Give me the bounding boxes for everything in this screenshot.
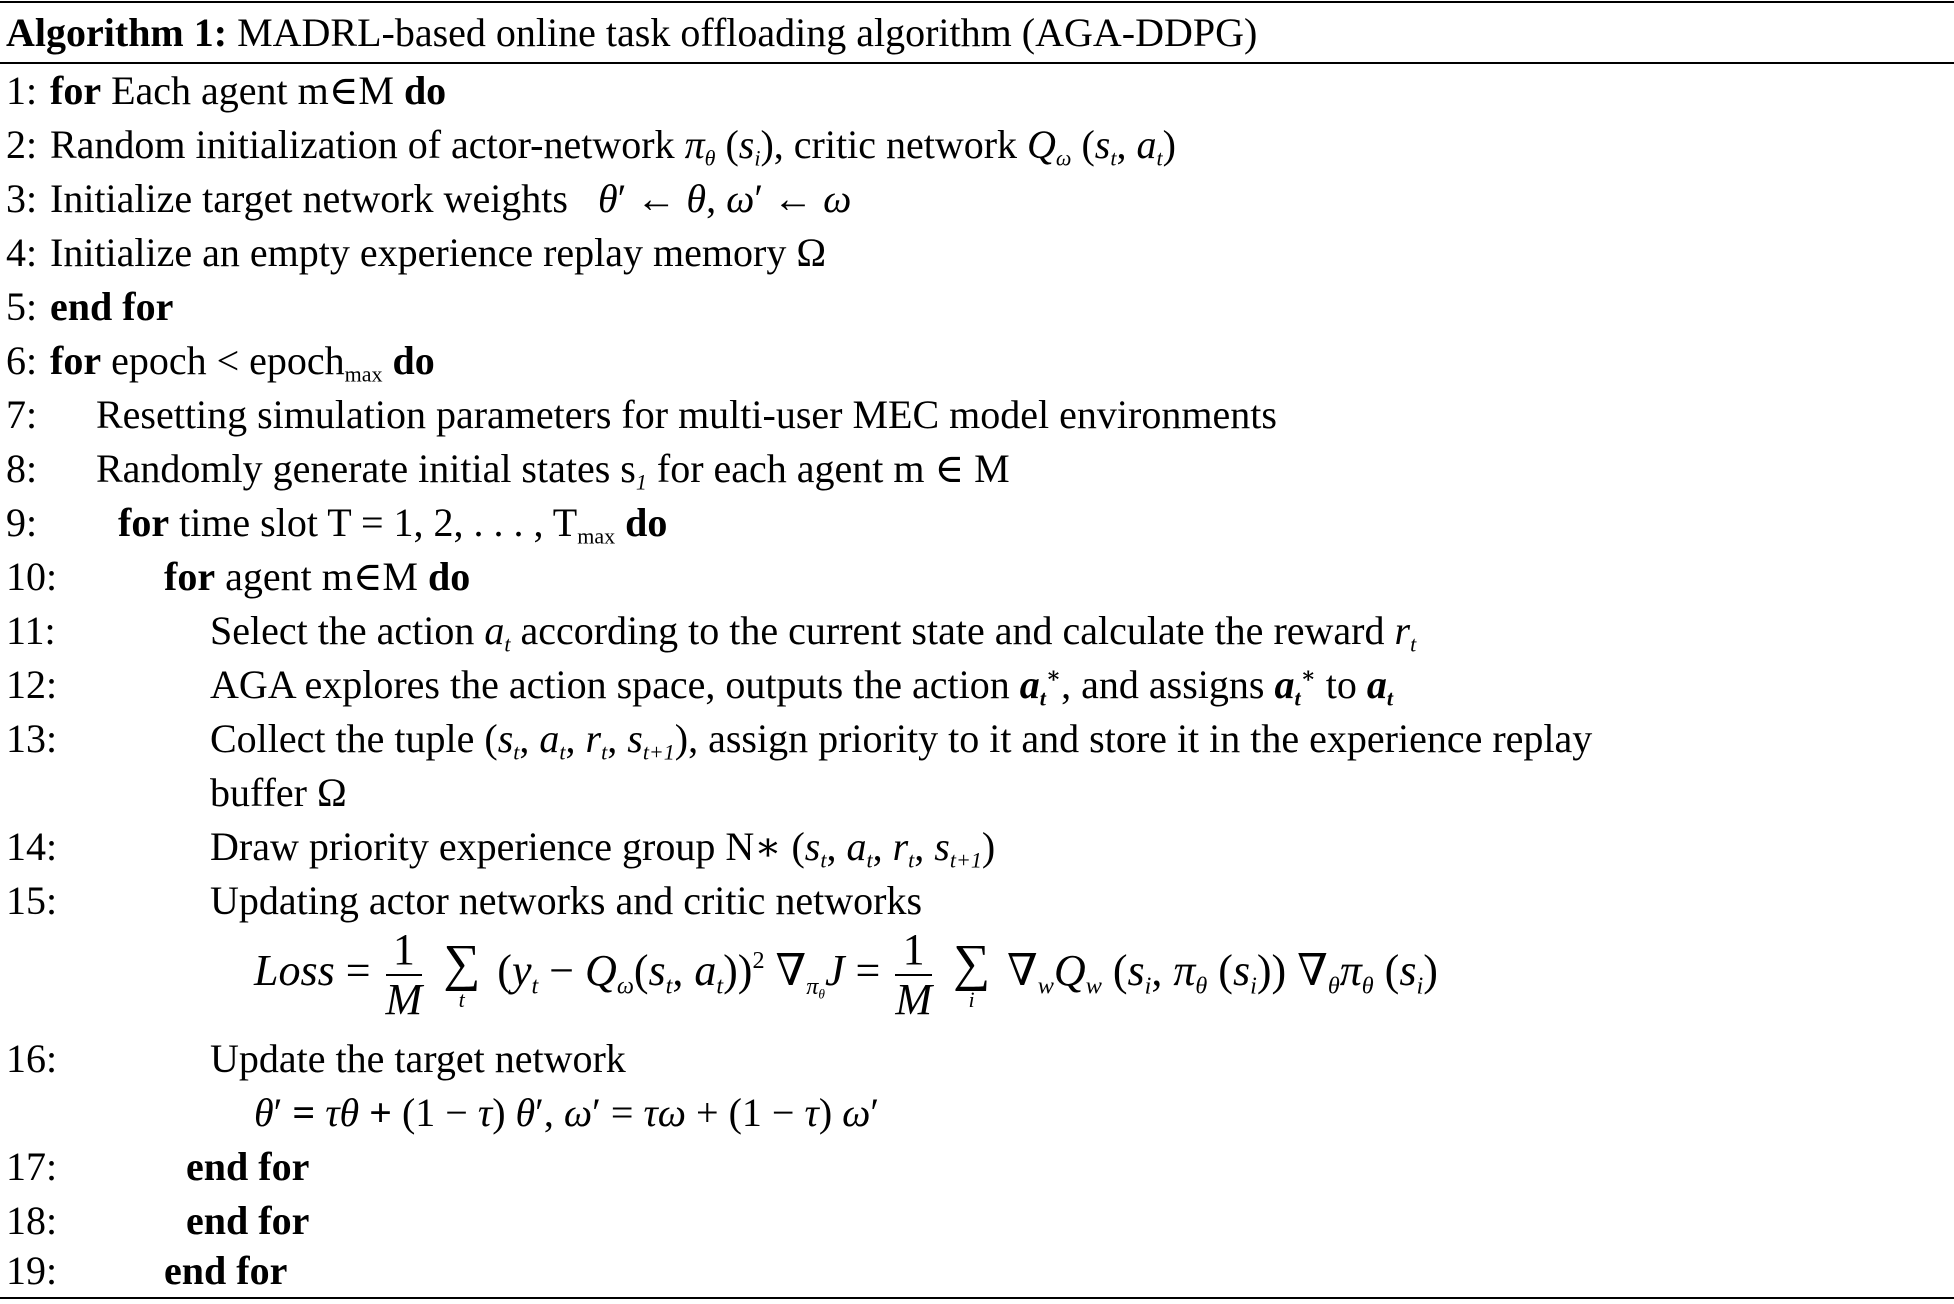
- line-number: 2:: [6, 122, 38, 167]
- bottom-rule: [0, 1297, 1954, 1299]
- line-text: AGA explores the action space, outputs the action: [210, 662, 1010, 707]
- line-text-2: for each agent m ∈ M: [646, 446, 1010, 491]
- line-number: 18:: [6, 1198, 58, 1243]
- math-tuple: ($s_t$, $a_t$, $r_t$, $s_{t+1}$): [791, 824, 996, 873]
- sum-symbol: ∑ i: [952, 935, 991, 1012]
- line-number: 11:: [6, 608, 56, 653]
- line-number: 16:: [6, 1036, 58, 1081]
- math-best-action: $a_t^∗$: [1274, 662, 1316, 711]
- line-number: 15:: [6, 878, 58, 923]
- algorithm-label: Algorithm 1:: [6, 10, 228, 55]
- line-number: 13:: [6, 716, 58, 761]
- math-target-init: θ′ ← θ, ω′ ← ω: [598, 176, 852, 221]
- line-number: 9:: [6, 500, 38, 545]
- line-number: 17:: [6, 1144, 58, 1189]
- line-number: 3:: [6, 176, 38, 221]
- line-number: 12:: [6, 662, 58, 707]
- math-actor: $\pi_\theta$ $(s_i)$, critic network $Q_\omega$ ($s_t$, $a_t$): [684, 122, 1176, 171]
- line-text: Update the target network: [210, 1036, 626, 1081]
- loss-symbol: Loss: [254, 946, 335, 996]
- algorithm-title: MADRL-based online task offloading algorithm (AGA-DDPG): [237, 10, 1258, 55]
- fraction: $\frac{1}{M}$: [895, 925, 932, 1024]
- subscript: 1: [635, 469, 647, 495]
- line-text: Draw priority experience group N∗: [210, 824, 782, 869]
- line-text: epoch < epoch: [111, 338, 345, 383]
- line-text: Select the action: [210, 608, 475, 653]
- math-best-action: $a_t^∗$: [1019, 662, 1062, 711]
- line-text: Collect the tuple: [210, 716, 475, 761]
- line-text-3: to: [1325, 662, 1357, 707]
- subscript: max: [577, 523, 616, 549]
- line-text: Initialize target network weights: [50, 176, 568, 221]
- line-number: 1:: [6, 68, 38, 113]
- keyword-end-for: end for: [164, 1248, 288, 1293]
- math-action-bold: $a_t$: [1366, 662, 1394, 711]
- keyword-end-for: end for: [186, 1198, 310, 1243]
- keyword-for: for: [118, 500, 170, 545]
- line-number: 5:: [6, 284, 38, 329]
- keyword-do: do: [625, 500, 668, 545]
- math-tuple: ($s_t$, $a_t$, $r_t$, $s_{t+1}$): [484, 716, 689, 765]
- keyword-end-for: end for: [186, 1144, 310, 1189]
- line-text: buffer Ω: [210, 770, 347, 815]
- line-number: 6:: [6, 338, 38, 383]
- keyword-do: do: [403, 68, 447, 113]
- line-text: Each agent m∈M: [111, 68, 394, 113]
- line-text-2: , assign priority to it and store it in the experience replay: [688, 716, 1593, 761]
- line-text-2: , and assigns: [1061, 662, 1265, 707]
- fraction: $\frac{1}{M}$: [385, 925, 423, 1024]
- line-text: Randomly generate initial states s: [96, 446, 636, 491]
- line-number: 10:: [6, 554, 58, 599]
- sum-symbol: ∑ t: [443, 935, 481, 1012]
- subscript: max: [344, 361, 383, 387]
- line-number: 19:: [6, 1248, 58, 1293]
- keyword-for: for: [50, 68, 102, 113]
- loss-equation: Loss = $\frac{1}{M}$ ∑ t ($y_t - Q_\omega(s_t$, $a_t))^2$ $\nabla_{\pi_\theta}J$ = $\frac{1}{M}$ ∑ i $\nabla_wQ_w$ ($s_i$, $\pi_\theta$ $(s_i)$) $\nabla_\theta\pi_\theta$ $(s_i)$: [254, 925, 1438, 1024]
- line-text: time slot T = 1, 2, . . . , T: [179, 500, 578, 545]
- line-text-2: according to the current state and calculate the reward: [520, 608, 1385, 653]
- keyword-end-for: end for: [50, 284, 174, 329]
- line-text: Resetting simulation parameters for multi-user MEC model environments: [96, 392, 1277, 437]
- line-number: 8:: [6, 446, 38, 491]
- algorithm-header: [6, 6, 1257, 60]
- keyword-do: do: [428, 554, 471, 599]
- keyword-for: for: [164, 554, 216, 599]
- line-number: 4:: [6, 230, 38, 275]
- line-number: 7:: [6, 392, 38, 437]
- line-number: 14:: [6, 824, 58, 869]
- keyword-for: for: [50, 338, 102, 383]
- line-text: Random initialization of actor-network: [50, 122, 675, 167]
- math-action: $a_t$: [484, 608, 511, 657]
- math-reward: $r_t$: [1394, 608, 1417, 657]
- line-text: agent m∈M: [225, 554, 418, 599]
- line-text: Initialize an empty experience replay memory Ω: [50, 230, 827, 275]
- line-text: Updating actor networks and critic networks: [210, 878, 923, 923]
- keyword-do: do: [392, 338, 435, 383]
- top-rule: [0, 1, 1954, 3]
